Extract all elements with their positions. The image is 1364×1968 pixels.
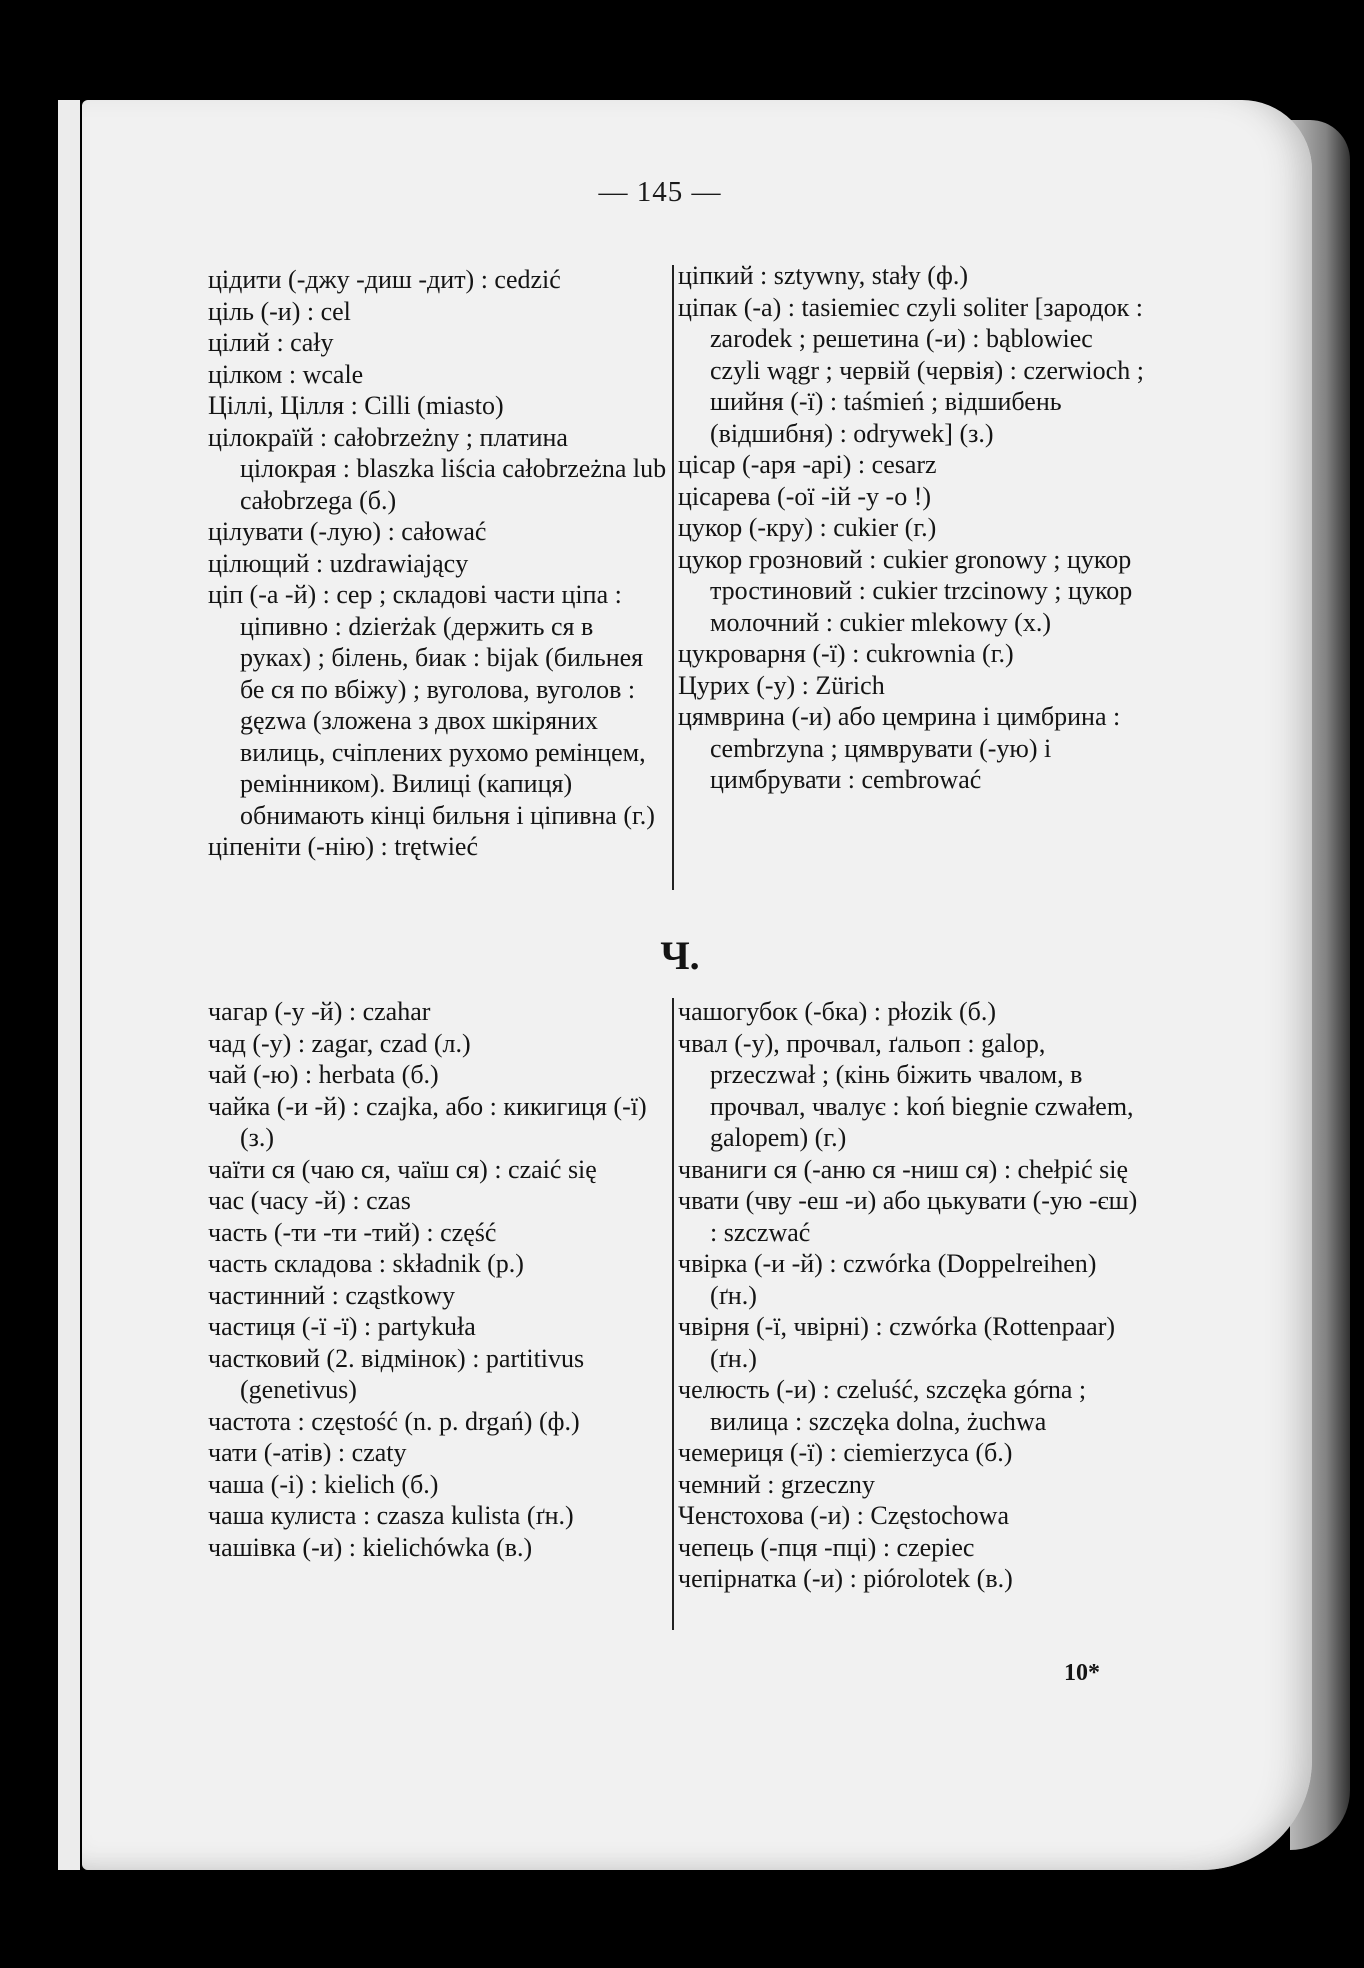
dictionary-entry: ціпкий : sztywny, stały (ф.) xyxy=(678,261,968,290)
dictionary-entry: цукор грозновий : cukier gronowy ; цукор тростиновий : cukier trzcinowy ; цукор молочний : cukier mlekowy (х.) xyxy=(678,544,1133,637)
dictionary-entry: часть складова : składnik (р.) xyxy=(208,1249,524,1278)
dictionary-entry: ціп (-а -й) : cep ; складові части ціпа : ціпивно : dzierżak (держить ся в руках) ; білень, биак : bijak (бильнея бе ся по вбіжу) ; вуголова, вуголов : gęzwa (зложена з двох шкіряних вилиць, счіплених рухомо ремінцем, ремінником). Вилиці (капиця) обнимають кінці бильня і ціпивна (г.) xyxy=(208,580,655,830)
dictionary-entry: Ціллі, Цілля : Cilli (miasto) xyxy=(208,391,504,420)
dictionary-entry: чвірня (-ї, чвірні) : czwórka (Rottenpaar) (ґн.) xyxy=(678,1312,1116,1373)
dictionary-entry: чаїти ся (чаю ся, чаїш ся) : czaić się xyxy=(208,1154,597,1184)
dictionary-entry: чвати (чву -еш -и) або цькувати (-ую -єш) : szczwać xyxy=(678,1186,1138,1247)
dictionary-entry: чепець (-пця -пці) : czepiec xyxy=(678,1532,975,1562)
dictionary-entry: цукор (-кру) : cukier (г.) xyxy=(678,513,937,542)
dictionary-entry: цямврина (-и) або цемрина і цимбрина : cembrzyna ; цямврувати (-ую) і цимбрувати : cembrować xyxy=(678,702,1121,794)
dictionary-entry: чаша кулиста : czasza kulista (ґн.) xyxy=(208,1501,574,1530)
dictionary-entry: чвал (-у), прочвал, ґальоп : galop, przeczwał ; (кінь біжить чвалом, в прочвал, чвалує : koń biegnie czwałem, galopem) (г.) xyxy=(678,1028,1134,1152)
dictionary-entry: частковий (2. відмінок) : partitivus (genetivus) xyxy=(208,1343,585,1404)
signature-mark: 10* xyxy=(1064,1660,1100,1686)
dictionary-entry: цілокраїй : całobrzeżny ; платина цілокрая : blaszka liścia całobrzeżna lub całobrzega (б.) xyxy=(208,422,667,515)
book-binding xyxy=(58,100,80,1870)
dictionary-entry: чад (-у) : zagar, czad (л.) xyxy=(208,1028,471,1058)
section-letter: Ч. xyxy=(660,933,700,978)
dictionary-entry: ціль (-и) : cel xyxy=(208,296,351,326)
dictionary-entry: цілувати (-лую) : całować xyxy=(208,517,487,546)
column-bottom-left xyxy=(208,996,668,1563)
column-top-left xyxy=(208,264,670,863)
dictionary-entry: чагар (-у -й) : czahar xyxy=(208,997,431,1026)
dictionary-entry: частинний : cząstkowy xyxy=(208,1280,456,1310)
column-divider-bottom xyxy=(672,998,674,1630)
dictionary-entry: чати (-атів) : czaty xyxy=(208,1438,407,1467)
dictionary-entry: чашівка (-и) : kielichówka (в.) xyxy=(208,1532,533,1562)
dictionary-entry: челюсть (-и) : czeluść, szczęka górna ; вилица : szczęka dolna, żuchwa xyxy=(678,1375,1087,1436)
dictionary-entry: чемний : grzeczny xyxy=(678,1469,875,1499)
dictionary-entry: ціпеніти (-нію) : trętwieć xyxy=(208,832,478,861)
dictionary-entry: цідити (-джу -диш -дит) : cedzić xyxy=(208,265,561,294)
dictionary-entry: чашогубок (-бка) : płozik (б.) xyxy=(678,997,997,1026)
dictionary-entry: цісарева (-ої -ій -у -о !) xyxy=(678,481,932,511)
dictionary-entry: часть (-ти -ти -тий) : część xyxy=(208,1217,497,1247)
column-divider-top xyxy=(672,265,674,890)
column-bottom-right xyxy=(678,996,1148,1595)
dictionary-entry: час (часу -й) : czas xyxy=(208,1186,411,1215)
dictionary-entry: чвірка (-и -й) : czwórka (Doppelreihen) (ґн.) xyxy=(678,1249,1097,1310)
dictionary-entry: частиця (-ї -ї) : partykuła xyxy=(208,1312,476,1341)
dictionary-entry: цілющий : uzdrawiający xyxy=(208,548,469,578)
dictionary-entry: чайка (-и -й) : czajka, або : кикигиця (-ї) (з.) xyxy=(208,1091,647,1152)
dictionary-entry: цілий : cały xyxy=(208,328,334,357)
dictionary-entry: ціпак (-а) : tasiemiec czyli soliter [зародок : zarodek ; решетина (-и) : bąblowiec czyli wągr ; червій (червія) : czerwioch ; шийня (-ї) : taśmień ; відшибень (відшибня) : odrywek] (з.) xyxy=(678,292,1144,448)
dictionary-entry: чваниги ся (-аню ся -ниш ся) : chełpić się xyxy=(678,1154,1128,1184)
column-top-right xyxy=(678,260,1148,796)
dictionary-entry: цукроварня (-ї) : cukrownia (г.) xyxy=(678,639,1014,668)
dictionary-entry: частота : częstość (n. p. drgań) (ф.) xyxy=(208,1406,580,1436)
dictionary-entry: Цурих (-у) : Zürich xyxy=(678,670,885,700)
dictionary-entry: чай (-ю) : herbata (б.) xyxy=(208,1060,439,1089)
dictionary-entry: Ченстохова (-и) : Częstochowa xyxy=(678,1501,1009,1530)
dictionary-entry: цілком : wcale xyxy=(208,359,364,389)
dictionary-entry: чемериця (-ї) : ciemierzyca (б.) xyxy=(678,1438,1013,1467)
dictionary-entry: чаша (-і) : kielich (б.) xyxy=(208,1469,439,1499)
dictionary-entry: цісар (-аря -арі) : cesarz xyxy=(678,450,937,479)
dictionary-entry: чепірнатка (-и) : piórolotek (в.) xyxy=(678,1564,1013,1593)
page-number: — 145 — xyxy=(598,176,722,208)
